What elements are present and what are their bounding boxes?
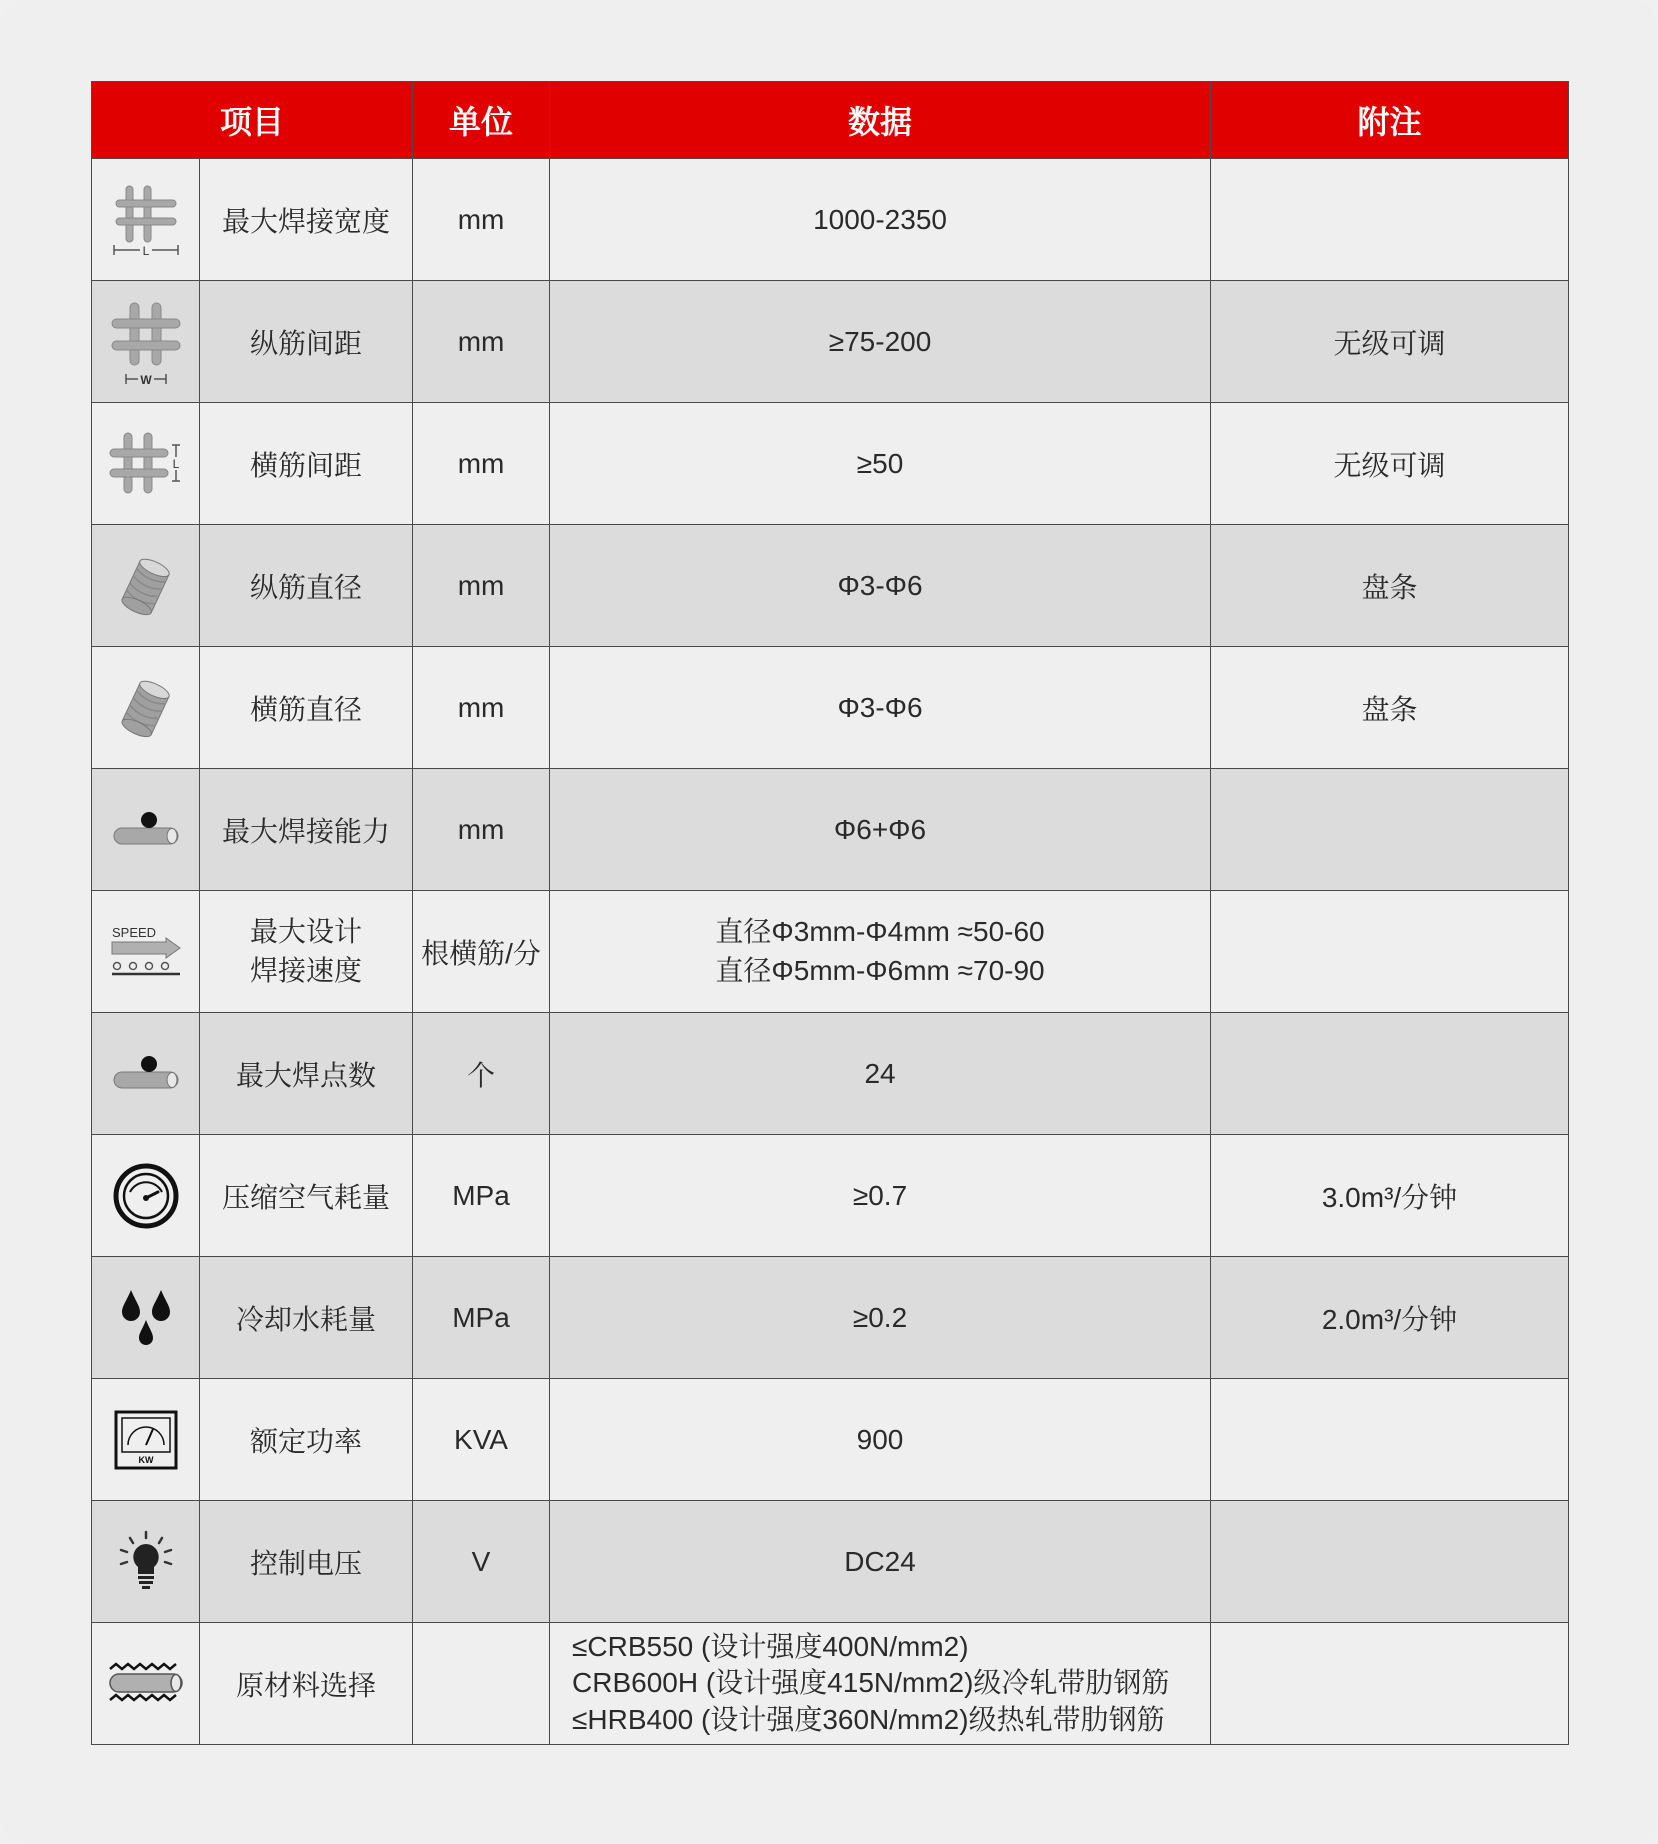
wire-coil-icon: [116, 676, 176, 740]
row-data: 1000-2350: [550, 159, 1211, 281]
row-data: ≥50: [550, 403, 1211, 525]
row-note: [1211, 1379, 1569, 1501]
table-row: [92, 1135, 1569, 1257]
row-name: 压缩空气耗量: [200, 1135, 413, 1257]
row-note: 盘条: [1211, 525, 1569, 647]
row-data: DC24: [550, 1501, 1211, 1623]
row-note: [1211, 1013, 1569, 1135]
table-row: [92, 525, 1569, 647]
svg-text:L: L: [172, 456, 179, 471]
row-data: 直径Φ3mm-Φ4mm ≈50-60 直径Φ5mm-Φ6mm ≈70-90: [550, 891, 1211, 1013]
row-note: 无级可调: [1211, 403, 1569, 525]
table-row: [92, 1013, 1569, 1135]
row-unit: mm: [413, 769, 550, 891]
row-data: Φ6+Φ6: [550, 769, 1211, 891]
row-name: 额定功率: [200, 1379, 413, 1501]
header-data: 数据: [550, 82, 1211, 159]
table-row: [92, 647, 1569, 769]
wire-coil-icon: [116, 554, 176, 618]
row-unit: [413, 1623, 550, 1745]
header-item: 项目: [92, 82, 413, 159]
row-data: ≥0.7: [550, 1135, 1211, 1257]
table-header-row: [92, 82, 1569, 159]
water-drops-icon: [116, 1286, 176, 1350]
row-data: ≥75-200: [550, 281, 1211, 403]
power-meter-icon: [113, 1409, 179, 1471]
svg-text:W: W: [139, 372, 152, 387]
table-row: [92, 1623, 1569, 1745]
row-name: 最大焊点数: [200, 1013, 413, 1135]
row-name: 最大焊接宽度: [200, 159, 413, 281]
mesh-width-icon: [110, 180, 182, 260]
table-row: [92, 891, 1569, 1013]
row-note: [1211, 891, 1569, 1013]
row-unit: mm: [413, 281, 550, 403]
row-name: 最大设计 焊接速度: [200, 891, 413, 1013]
header-unit: 单位: [413, 82, 550, 159]
mesh-longitudinal-spacing-icon: [106, 297, 186, 387]
row-note: [1211, 1623, 1569, 1745]
table-row: [92, 403, 1569, 525]
speed-conveyor-icon: [108, 924, 184, 980]
row-note: 无级可调: [1211, 281, 1569, 403]
row-data: Φ3-Φ6: [550, 647, 1211, 769]
weld-point-icon: [110, 810, 182, 850]
row-name: 横筋间距: [200, 403, 413, 525]
row-unit: 根横筋/分: [413, 891, 550, 1013]
row-note: 2.0m³/分钟: [1211, 1257, 1569, 1379]
table-row: [92, 281, 1569, 403]
row-unit: 个: [413, 1013, 550, 1135]
row-data: ≤CRB550 (设计强度400N/mm2) CRB600H (设计强度415N/mm2)级冷轧带肋钢筋 ≤HRB400 (设计强度360N/mm2)级热轧带肋钢筋: [550, 1623, 1211, 1745]
row-note: [1211, 769, 1569, 891]
row-name: 原材料选择: [200, 1623, 413, 1745]
row-unit: mm: [413, 525, 550, 647]
table-row: [92, 1379, 1569, 1501]
row-name: 横筋直径: [200, 647, 413, 769]
row-note: 3.0m³/分钟: [1211, 1135, 1569, 1257]
table-row: [92, 769, 1569, 891]
row-note: 盘条: [1211, 647, 1569, 769]
row-name: 纵筋直径: [200, 525, 413, 647]
row-unit: V: [413, 1501, 550, 1623]
row-note: [1211, 1501, 1569, 1623]
table-row: [92, 1501, 1569, 1623]
mesh-transverse-spacing-icon: [106, 429, 186, 499]
row-unit: mm: [413, 403, 550, 525]
row-data: ≥0.2: [550, 1257, 1211, 1379]
ribbed-bar-icon: [106, 1660, 186, 1708]
row-unit: KVA: [413, 1379, 550, 1501]
row-name: 冷却水耗量: [200, 1257, 413, 1379]
light-bulb-icon: [116, 1530, 176, 1594]
spec-table: [91, 81, 1569, 1745]
row-name: 最大焊接能力: [200, 769, 413, 891]
svg-text:SPEED: SPEED: [111, 924, 156, 940]
row-data: 24: [550, 1013, 1211, 1135]
row-data: 900: [550, 1379, 1211, 1501]
row-note: [1211, 159, 1569, 281]
row-unit: MPa: [413, 1135, 550, 1257]
row-name: 纵筋间距: [200, 281, 413, 403]
row-data: Φ3-Φ6: [550, 525, 1211, 647]
weld-point-icon: [110, 1054, 182, 1094]
row-name: 控制电压: [200, 1501, 413, 1623]
table-row: [92, 159, 1569, 281]
row-unit: MPa: [413, 1257, 550, 1379]
table-row: [92, 1257, 1569, 1379]
row-unit: mm: [413, 159, 550, 281]
pressure-gauge-icon: [112, 1162, 180, 1230]
row-unit: mm: [413, 647, 550, 769]
header-note: 附注: [1211, 82, 1569, 159]
svg-text:L: L: [142, 243, 149, 258]
svg-text:KW: KW: [138, 1454, 153, 1465]
